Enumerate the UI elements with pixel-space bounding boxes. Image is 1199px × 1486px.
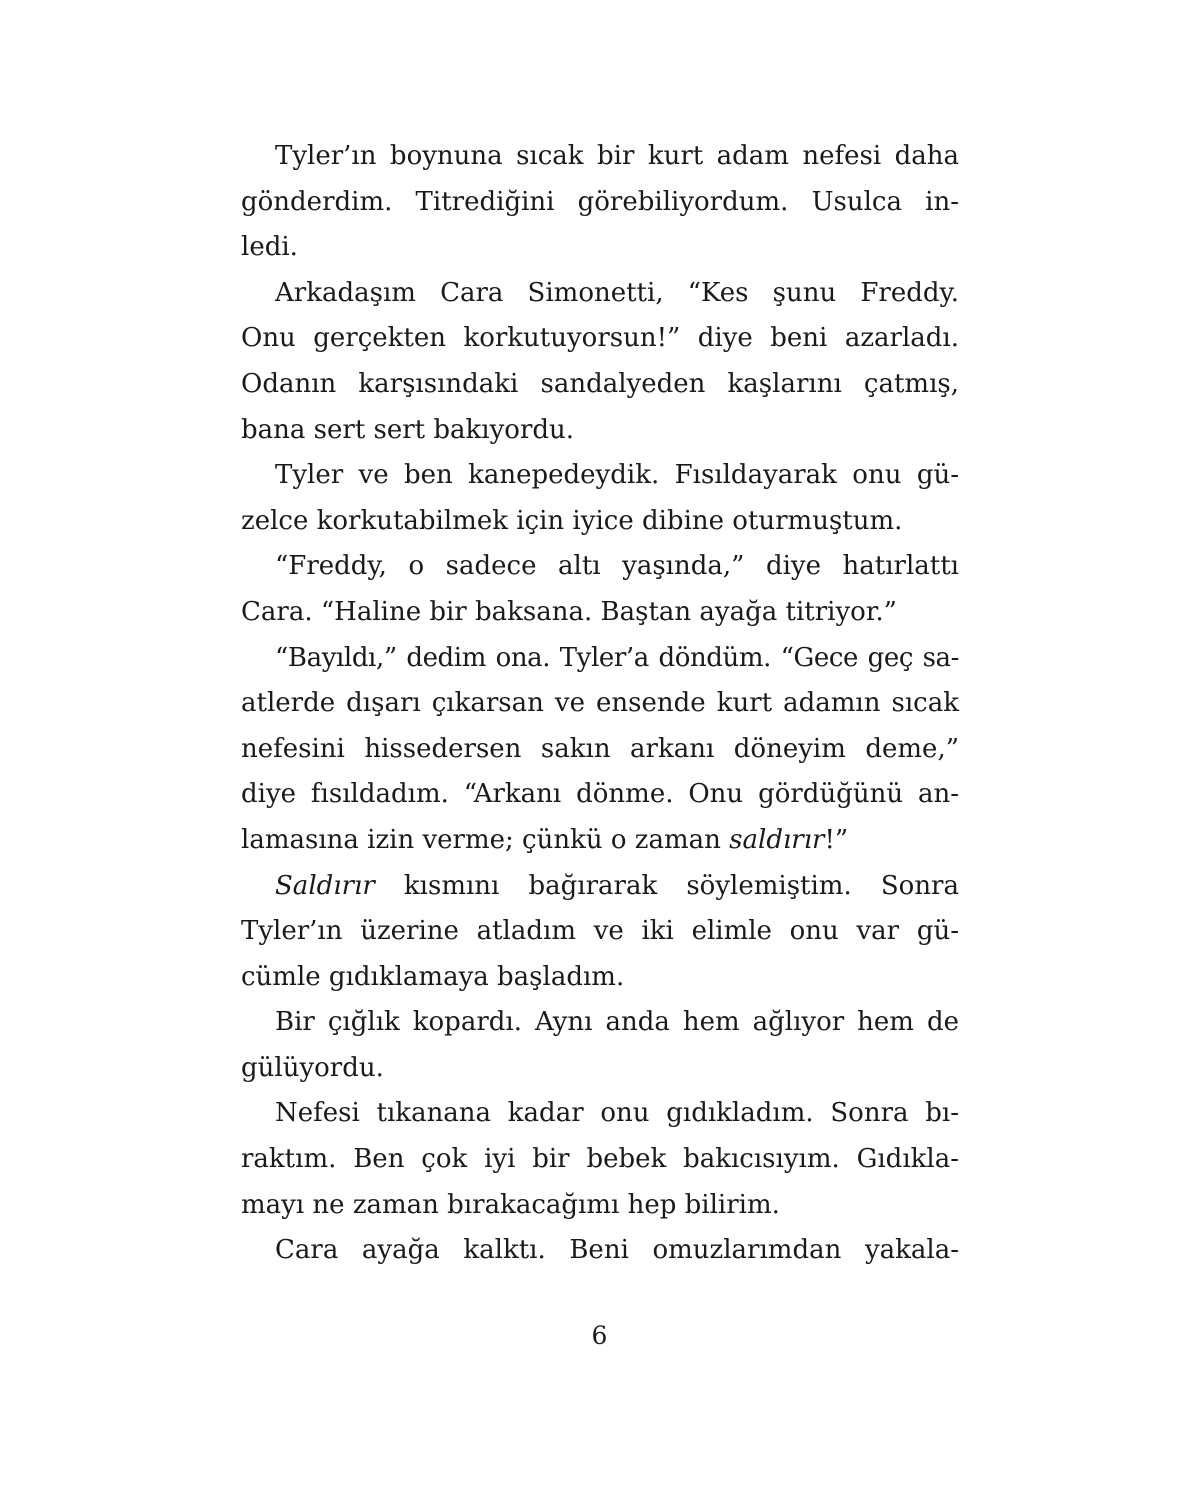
line-text: mayı ne zaman bırakacağımı hep bilirim.: [241, 1189, 780, 1220]
line-text: Cara ayağa kalktı. Beni omuzlarımdan yakala-: [275, 1235, 959, 1266]
line-text: Odanın karşısındaki sandalyeden kaşlarını çatmış,: [241, 368, 959, 399]
text-line: [241, 1228, 959, 1274]
line-text: “Bayıldı,” dedim ona. Tyler’a döndüm. “Gece geç sa-: [275, 642, 959, 673]
page-number: 6: [591, 1321, 608, 1350]
text-line: [241, 180, 959, 226]
text-line: [241, 453, 959, 499]
line-text: cümle gıdıklamaya başladım.: [241, 961, 625, 992]
line-text: bana sert sert bakıyordu.: [241, 414, 575, 445]
text-line: [241, 1183, 959, 1229]
line-text: diye fısıldadım. “Arkanı dönme. Onu gördüğünü an-: [241, 779, 959, 810]
line-text: “Freddy, o sadece altı yaşında,” diye hatırlattı: [275, 551, 959, 582]
text-line: [241, 909, 959, 955]
text-line: [241, 316, 959, 362]
line-text: gönderdim. Titrediğini görebiliyordum. Usulca in-: [241, 186, 959, 217]
text-line: [241, 681, 959, 727]
line-text: kısmını bağırarak söylemiştim. Sonra: [374, 870, 959, 901]
line-text: lamasına izin verme; çünkü o zaman: [241, 824, 730, 855]
text-line: [241, 499, 959, 545]
text-line: [241, 1046, 959, 1092]
text-line: [241, 271, 959, 317]
body-text: [241, 134, 959, 1274]
text-line: [241, 544, 959, 590]
line-text: Arkadaşım Cara Simonetti, “Kes şunu Freddy.: [275, 277, 959, 308]
text-line: [241, 636, 959, 682]
text-line: [241, 134, 959, 180]
italic-word: Saldırır: [275, 870, 375, 901]
line-text: !”: [824, 824, 849, 855]
text-line: [241, 727, 959, 773]
text-line: [241, 955, 959, 1001]
line-text: atlerde dışarı çıkarsan ve ensende kurt adamın sıcak: [241, 688, 959, 719]
text-line: [241, 818, 959, 864]
text-line: [241, 1091, 959, 1137]
text-line: [241, 362, 959, 408]
line-text: gülüyordu.: [241, 1052, 384, 1083]
text-line: [241, 408, 959, 454]
text-line: [241, 864, 959, 910]
italic-word: saldırır: [729, 824, 825, 855]
text-line: [241, 1000, 959, 1046]
line-text: Cara. “Haline bir baksana. Baştan ayağa titriyor.”: [241, 596, 897, 627]
line-text: Bir çığlık kopardı. Aynı anda hem ağlıyor hem de: [275, 1007, 959, 1038]
line-text: Nefesi tıkanana kadar onu gıdıkladım. Sonra bı-: [275, 1098, 959, 1129]
line-text: zelce korkutabilmek için iyice dibine oturmuştum.: [241, 505, 903, 536]
line-text: ledi.: [241, 232, 298, 263]
text-line: [241, 1137, 959, 1183]
text-line: [241, 225, 959, 271]
text-line: [241, 590, 959, 636]
text-line: [241, 772, 959, 818]
line-text: nefesini hissedersen sakın arkanı döneyim deme,”: [241, 733, 959, 764]
line-text: Onu gerçekten korkutuyorsun!” diye beni azarladı.: [241, 323, 959, 354]
line-text: Tyler ve ben kanepedeydik. Fısıldayarak onu gü-: [275, 460, 959, 491]
line-text: Tyler’ın boynuna sıcak bir kurt adam nefesi daha: [275, 141, 959, 171]
line-text: raktım. Ben çok iyi bir bebek bakıcısıyım. Gıdıkla-: [241, 1144, 959, 1175]
line-text: Tyler’ın üzerine atladım ve iki elimle onu var gü-: [241, 916, 959, 947]
